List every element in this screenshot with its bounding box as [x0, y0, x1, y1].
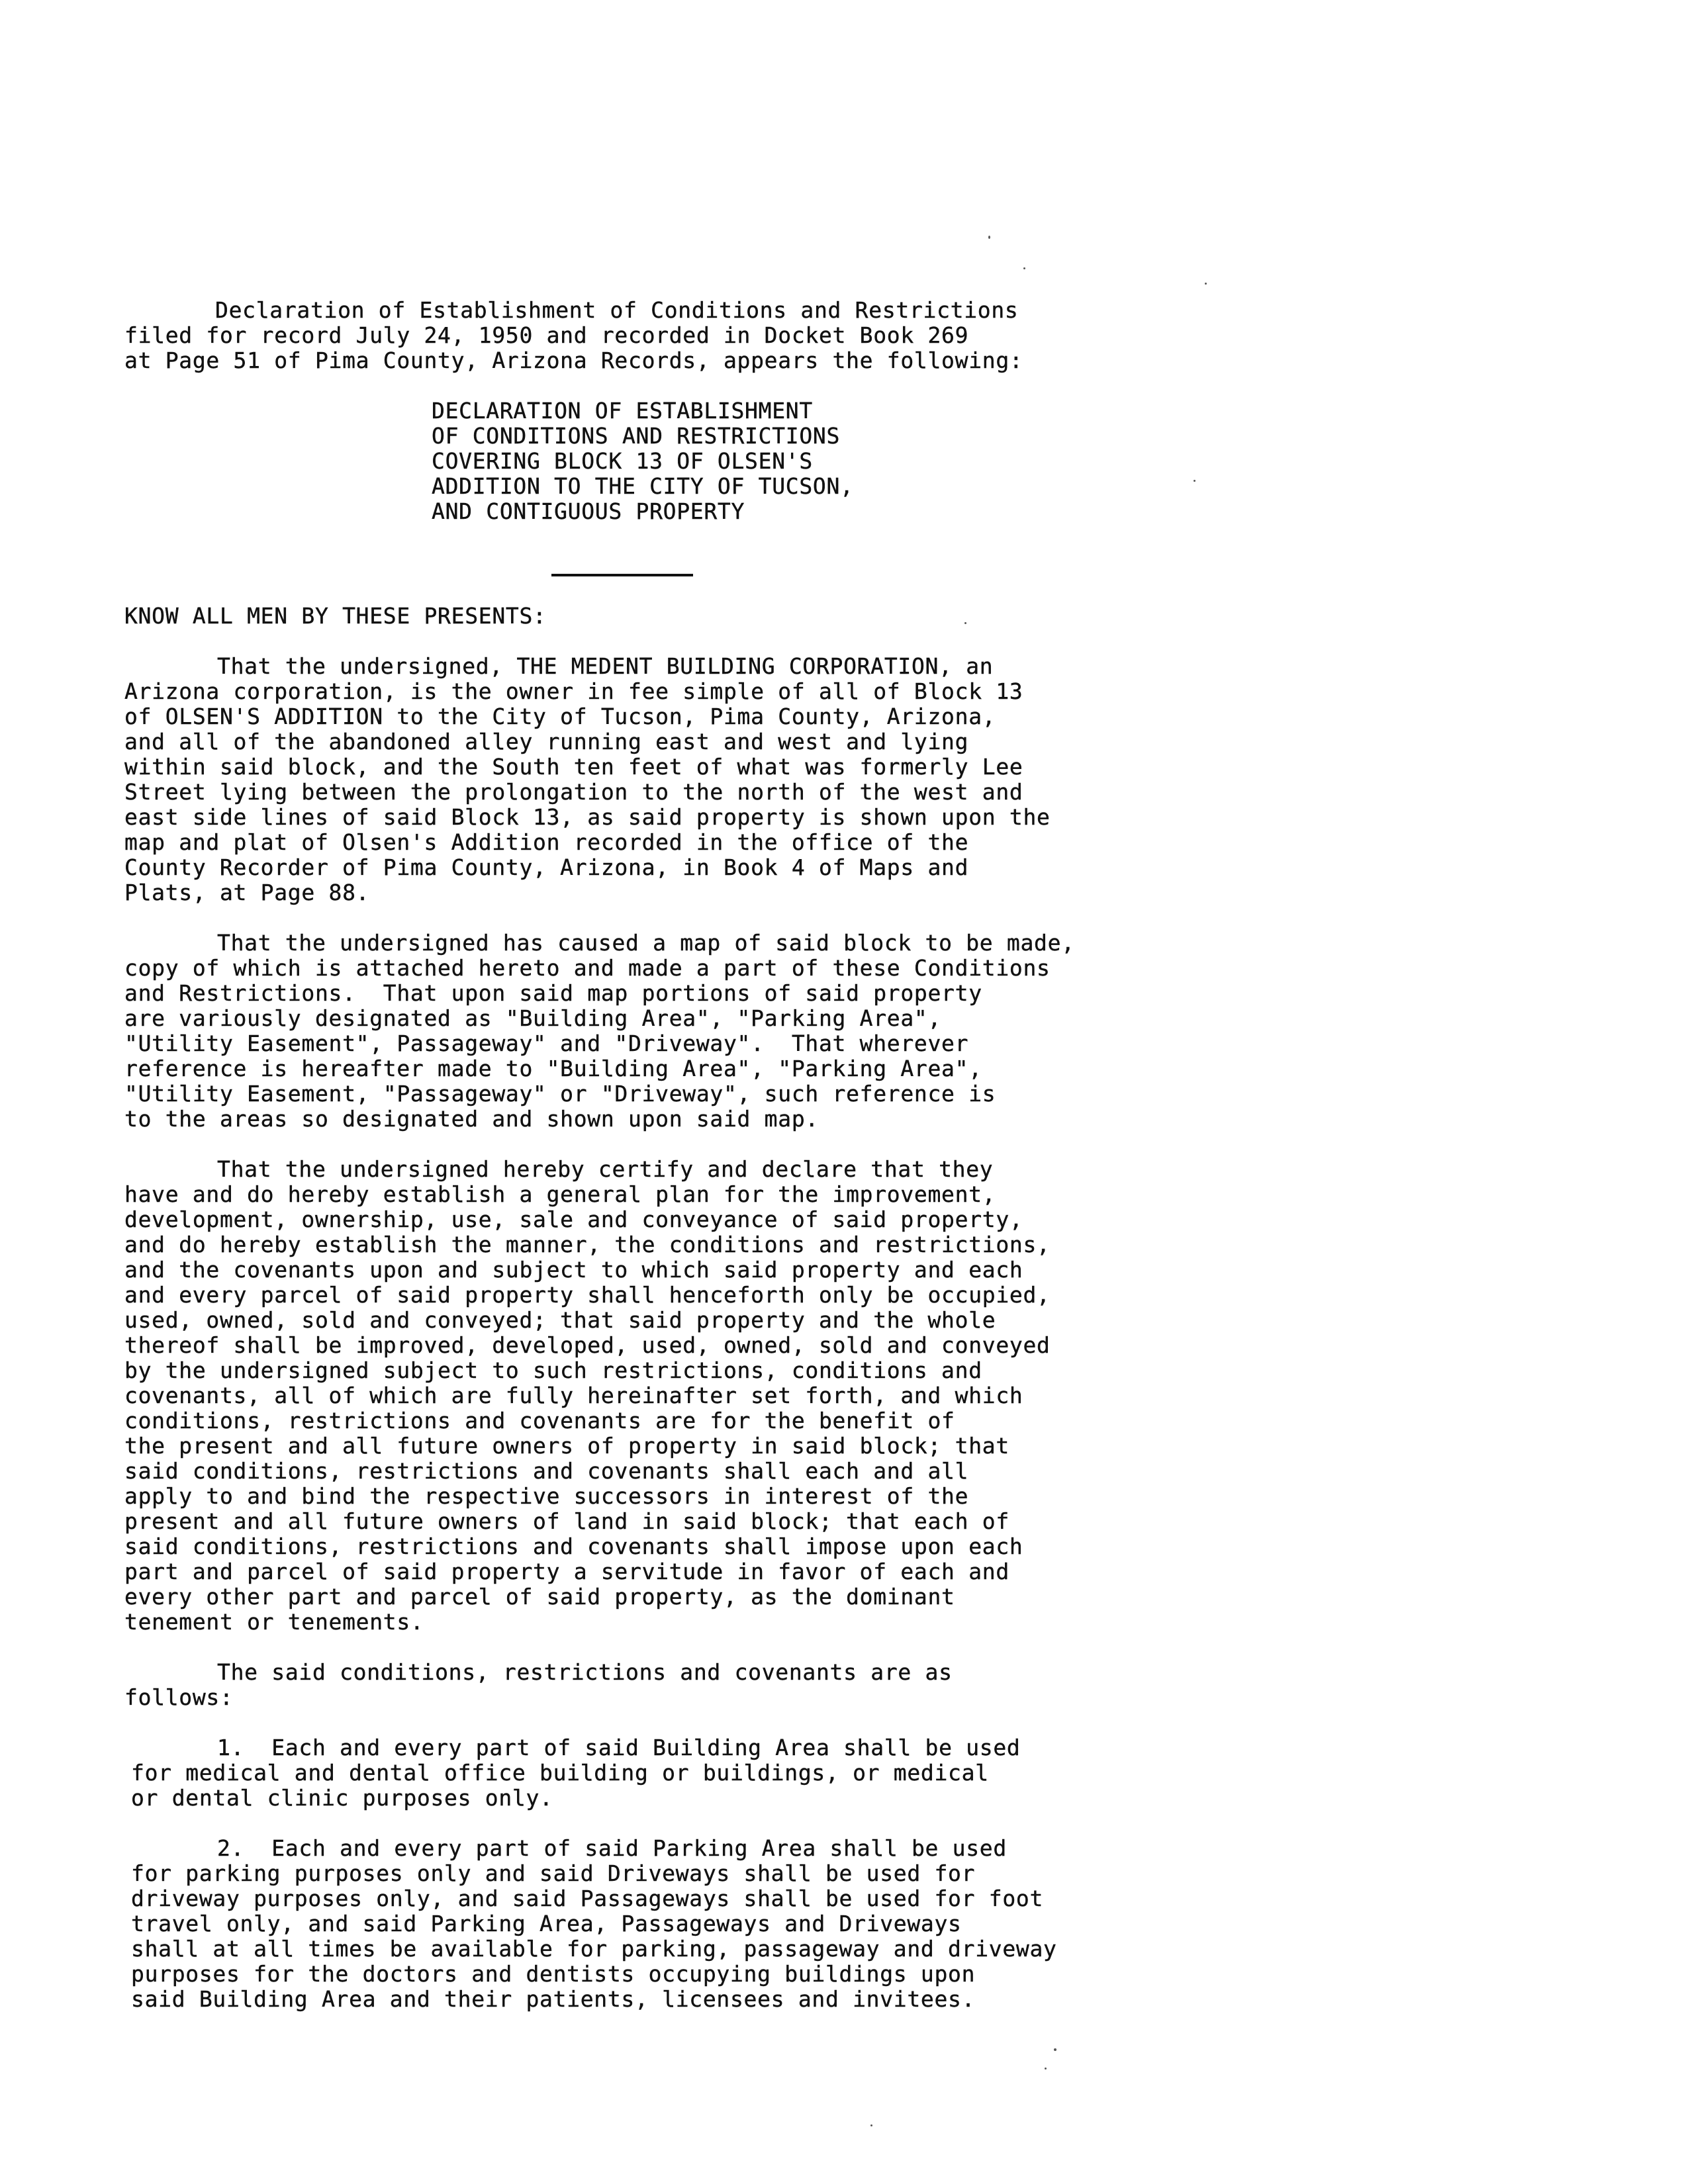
- declaration-title-line: DECLARATION OF ESTABLISHMENT: [432, 398, 813, 424]
- paragraph-3-line: thereof shall be improved, developed, used, owned, sold and conveyed: [124, 1332, 1051, 1358]
- paragraph-3-line: That the undersigned hereby certify and declare that they: [217, 1156, 994, 1182]
- paragraph-1-line: Street lying between the prolongation to the north of the west and: [124, 779, 1023, 805]
- paragraph-3-line: have and do hereby establish a general plan for the improvement,: [124, 1181, 996, 1207]
- paragraph-4-line: follows:: [124, 1684, 234, 1710]
- paragraph-3-line: tenement or tenements.: [124, 1609, 424, 1635]
- paragraph-3-line: said conditions, restrictions and covenants shall impose upon each: [124, 1533, 1023, 1559]
- paragraph-2-line: "Utility Easement, "Passageway" or "Driveway", such reference is: [124, 1081, 996, 1107]
- paragraph-3-line: said conditions, restrictions and covenants shall each and all: [124, 1458, 969, 1484]
- paragraph-2-line: are variously designated as "Building Area", "Parking Area",: [124, 1005, 942, 1031]
- scan-speck: [1054, 2048, 1056, 2051]
- paragraph-3-line: covenants, all of which are fully hereinafter set forth, and which: [124, 1383, 1023, 1408]
- preamble-line: filed for record July 24, 1950 and recorded in Docket Book 269: [124, 322, 969, 348]
- declaration-title-line: AND CONTIGUOUS PROPERTY: [432, 498, 745, 524]
- preamble-line: Declaration of Establishment of Conditions and Restrictions: [215, 297, 1019, 323]
- paragraph-3-line: development, ownership, use, sale and conveyance of said property,: [124, 1206, 1023, 1232]
- paragraph-3-line: apply to and bind the respective successors in interest of the: [124, 1483, 969, 1509]
- paragraph-3-line: and every parcel of said property shall henceforth only be occupied,: [124, 1282, 1051, 1308]
- paragraph-3-line: by the undersigned subject to such restrictions, conditions and: [124, 1357, 982, 1383]
- declaration-title-line: COVERING BLOCK 13 OF OLSEN'S: [432, 448, 813, 474]
- scan-speck: [870, 2124, 872, 2126]
- paragraph-3-line: and do hereby establish the manner, the conditions and restrictions,: [124, 1232, 1051, 1257]
- condition-item-1-line: for medical and dental office building or buildings, or medical: [131, 1760, 989, 1786]
- paragraph-3-line: part and parcel of said property a servitude in favor of each and: [124, 1559, 1009, 1584]
- paragraph-2-line: and Restrictions. That upon said map portions of said property: [124, 980, 982, 1006]
- paragraph-1-line: and all of the abandoned alley running east and west and lying: [124, 729, 969, 754]
- condition-item-2-line: 2. Each and every part of said Parking Area shall be used: [217, 1835, 1007, 1861]
- declaration-title-line: OF CONDITIONS AND RESTRICTIONS: [432, 423, 841, 449]
- paragraph-3-line: conditions, restrictions and covenants are for the benefit of: [124, 1408, 955, 1433]
- declaration-title-line: ADDITION TO THE CITY OF TUCSON,: [432, 473, 854, 499]
- paragraph-1-line: within said block, and the South ten feet of what was formerly Lee: [124, 754, 1023, 780]
- paragraph-1-line: east side lines of said Block 13, as said property is shown upon the: [124, 804, 1051, 830]
- scan-speck: [1023, 267, 1025, 269]
- condition-item-1-line: 1. Each and every part of said Building Area shall be used: [217, 1735, 1021, 1760]
- condition-item-2-line: said Building Area and their patients, licensees and invitees.: [131, 1986, 976, 2012]
- paragraph-3-line: present and all future owners of land in said block; that each of: [124, 1508, 1009, 1534]
- paragraph-1-line: Plats, at Page 88.: [124, 880, 370, 905]
- paragraph-2-line: copy of which is attached hereto and made a part of these Conditions: [124, 955, 1051, 981]
- salutation: KNOW ALL MEN BY THESE PRESENTS:: [124, 603, 547, 629]
- preamble-line: at Page 51 of Pima County, Arizona Records, appears the following:: [124, 347, 1023, 373]
- condition-item-2-line: for parking purposes only and said Driveways shall be used for: [131, 1860, 976, 1886]
- paragraph-2-line: to the areas so designated and shown upon said map.: [124, 1106, 819, 1132]
- paragraph-2-line: That the undersigned has caused a map of said block to be made,: [217, 930, 1075, 956]
- condition-item-1-line: or dental clinic purposes only.: [131, 1785, 553, 1811]
- scan-speck: [988, 236, 990, 239]
- paragraph-1-line: County Recorder of Pima County, Arizona, in Book 4 of Maps and: [124, 854, 969, 880]
- paragraph-3-line: every other part and parcel of said property, as the dominant: [124, 1584, 955, 1610]
- scan-speck: [964, 622, 966, 624]
- title-divider: [551, 574, 693, 576]
- paragraph-3-line: and the covenants upon and subject to which said property and each: [124, 1257, 1023, 1283]
- condition-item-2-line: driveway purposes only, and said Passageways shall be used for foot: [131, 1886, 1044, 1911]
- scan-speck: [1194, 480, 1196, 482]
- paragraph-4-line: The said conditions, restrictions and covenants are as: [217, 1659, 953, 1685]
- paragraph-1-line: Arizona corporation, is the owner in fee simple of all of Block 13: [124, 678, 1023, 704]
- paragraph-1-line: map and plat of Olsen's Addition recorded in the office of the: [124, 829, 969, 855]
- scan-speck: [1205, 283, 1207, 285]
- condition-item-2-line: travel only, and said Parking Area, Passageways and Driveways: [131, 1911, 962, 1936]
- condition-item-2-line: purposes for the doctors and dentists occupying buildings upon: [131, 1961, 976, 1987]
- scan-speck: [1045, 2068, 1047, 2070]
- paragraph-3-line: the present and all future owners of property in said block; that: [124, 1433, 1009, 1459]
- paragraph-2-line: reference is hereafter made to "Building Area", "Parking Area",: [124, 1056, 982, 1081]
- paragraph-2-line: "Utility Easement", Passageway" and "Driveway". That wherever: [124, 1030, 969, 1056]
- condition-item-2-line: shall at all times be available for parking, passageway and driveway: [131, 1936, 1057, 1962]
- paragraph-1-line: of OLSEN'S ADDITION to the City of Tucson, Pima County, Arizona,: [124, 704, 996, 729]
- paragraph-3-line: used, owned, sold and conveyed; that said property and the whole: [124, 1307, 996, 1333]
- paragraph-1-line: That the undersigned, THE MEDENT BUILDING CORPORATION, an: [217, 653, 994, 679]
